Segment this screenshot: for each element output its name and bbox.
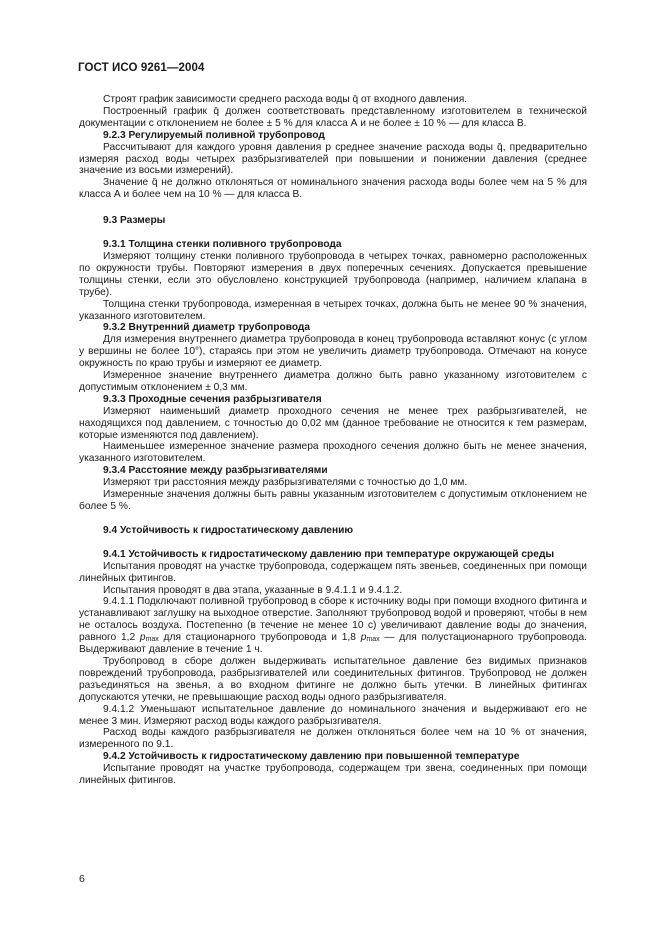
paragraph: Рассчитывают для каждого уровня давления p среднее значение расхода воды q̄, предварительно измеряя расход воды четырех разбрызгивателей при повышении и понижении давления (среднее значение из восьми измерений).: [79, 141, 587, 177]
text-run: для стационарного трубопровода и 1,8: [158, 632, 361, 644]
paragraph: Значение q̄ не должно отклоняться от номинального значения расхода воды более чем на 5 % для класса А и более чем на 10 % — для класса В.: [79, 177, 587, 201]
paragraph: Строят график зависимости среднего расхода воды q̄ от входного давления.: [103, 94, 468, 105]
paragraph: Измеренное значение внутреннего диаметра должно быть равно указанному изготовителем с допустимым отклонением ± 0,3 мм.: [79, 370, 587, 393]
paragraph: Измеряют три расстояния между разбрызгивателями с точностью до 1,0 мм.: [103, 477, 468, 489]
paragraph: Трубопровод в сборе должен выдерживать испытательное давление без видимых признаков повреждений трубопровода, разбрызгивателей или соединительных фитингов. Трубопровод не должен разъединяться на звенья, а во входном фитинге не должно быть утечки. В линейных фитингах допускаются утечки, не превышающие расход воды одного разбрызгивателя.: [79, 655, 587, 703]
subscript-max: max: [145, 636, 159, 644]
subscript-max: max: [366, 636, 380, 644]
symbol-p: p: [139, 632, 146, 644]
paragraph: Для измерения внутреннего диаметра трубопровода в конец трубопровода вставляют конус (с углом у вершины не более 10°), стараясь при этом не увеличить диаметр трубопровода. Отмечают на конусе окружность по краю трубы и измеряют ее диаметр.: [79, 334, 587, 370]
section-heading: 9.3.2 Внутренний диаметр трубопровода: [103, 322, 311, 334]
paragraph: Измеряют наименьший диаметр проходного сечения не менее трех разбрызгивателей, не находящихся под давлением, с точностью до 0,02 мм (данное требование не относится к тем размерам, которые изменяются под давлением).: [79, 405, 587, 441]
section-heading: 9.3.3 Проходные сечения разбрызгивателя: [103, 393, 322, 405]
page-number: 6: [79, 873, 85, 885]
paragraph: Расход воды каждого разбрызгивателя не должен отклоняться более чем на 10 % от значения, измеренного по 9.1.: [79, 727, 587, 751]
paragraph: 9.4.1.2 Уменьшают испытательное давление до номинального значения и выдерживают его не менее 3 мин. Измеряют расход воды каждого разбрызгивателя.: [79, 703, 587, 727]
section-heading: 9.4 Устойчивость к гидростатическому давлению: [103, 524, 354, 536]
paragraph: Измеренные значения должны быть равны указанным изготовителем с допустимым отклонением не более 5 %.: [79, 489, 587, 512]
document-header: ГОСТ ИСО 9261—2004: [78, 62, 205, 74]
document-body: [79, 94, 587, 787]
paragraph: Построенный график q̄ должен соответствовать представленному изготовителем в технической документации с отклонением не более ± 5 % для класса А и не более ± 10 % — для класса В.: [79, 105, 587, 129]
section-heading: 9.4.1 Устойчивость к гидростатическому давлению при температуре окружающей среды: [103, 548, 555, 560]
paragraph: Измеряют толщину стенки поливного трубопровода в четырех точках, равномерно расположенных по окружности трубы. Повторяют измерения в двух поперечных сечениях. Допускается превышение толщины стенки, если это обусловлено конструкцией трубопровода (например, наличием клапана в трубе).: [79, 250, 587, 298]
section-heading: 9.3 Размеры: [103, 215, 166, 227]
paragraph: Испытания проводят на участке трубопровода, содержащем пять звеньев, соединенных при помощи линейных фитингов.: [79, 560, 587, 584]
paragraph: Толщина стенки трубопровода, измеренная в четырех точках, должна быть не менее 90 % значения, указанного изготовителем.: [79, 298, 587, 322]
section-heading: 9.3.4 Расстояние между разбрызгивателями: [103, 465, 328, 477]
section-heading: 9.4.2 Устойчивость к гидростатическому давлению при повышенной температуре: [103, 751, 520, 763]
section-heading: 9.2.3 Регулируемый поливной трубопровод: [103, 129, 325, 141]
section-heading: 9.3.1 Толщина стенки поливного трубопровода: [103, 239, 342, 251]
paragraph: Испытания проводят в два этапа, указанные в 9.4.1.1 и 9.4.1.2.: [103, 584, 403, 596]
text-run: — для полустационарного трубопровода. Выдерживают давление в течение 1 ч.: [79, 632, 587, 656]
symbol-p: p: [360, 632, 367, 644]
paragraph: Испытание проводят на участке трубопровода, содержащем три звена, соединенных при помощи линейных фитингов.: [79, 763, 587, 787]
paragraph: Наименьшее измеренное значение размера проходного сечения должно быть не менее значения, указанного изготовителем.: [79, 441, 587, 465]
paragraph: [79, 596, 587, 656]
text-run: 9.4.1.1 Подключают поливной трубопровод в сборе к источнику воды при помощи входного фитинга и устанавливают заглушку на выходное отверстие. Заполняют трубопровод водой и проверяют, чтобы в нем не осталось воздуха. Постепенно (в течение не менее 10 с) увеличивают давление воды до значения, равного 1,2: [79, 596, 587, 644]
